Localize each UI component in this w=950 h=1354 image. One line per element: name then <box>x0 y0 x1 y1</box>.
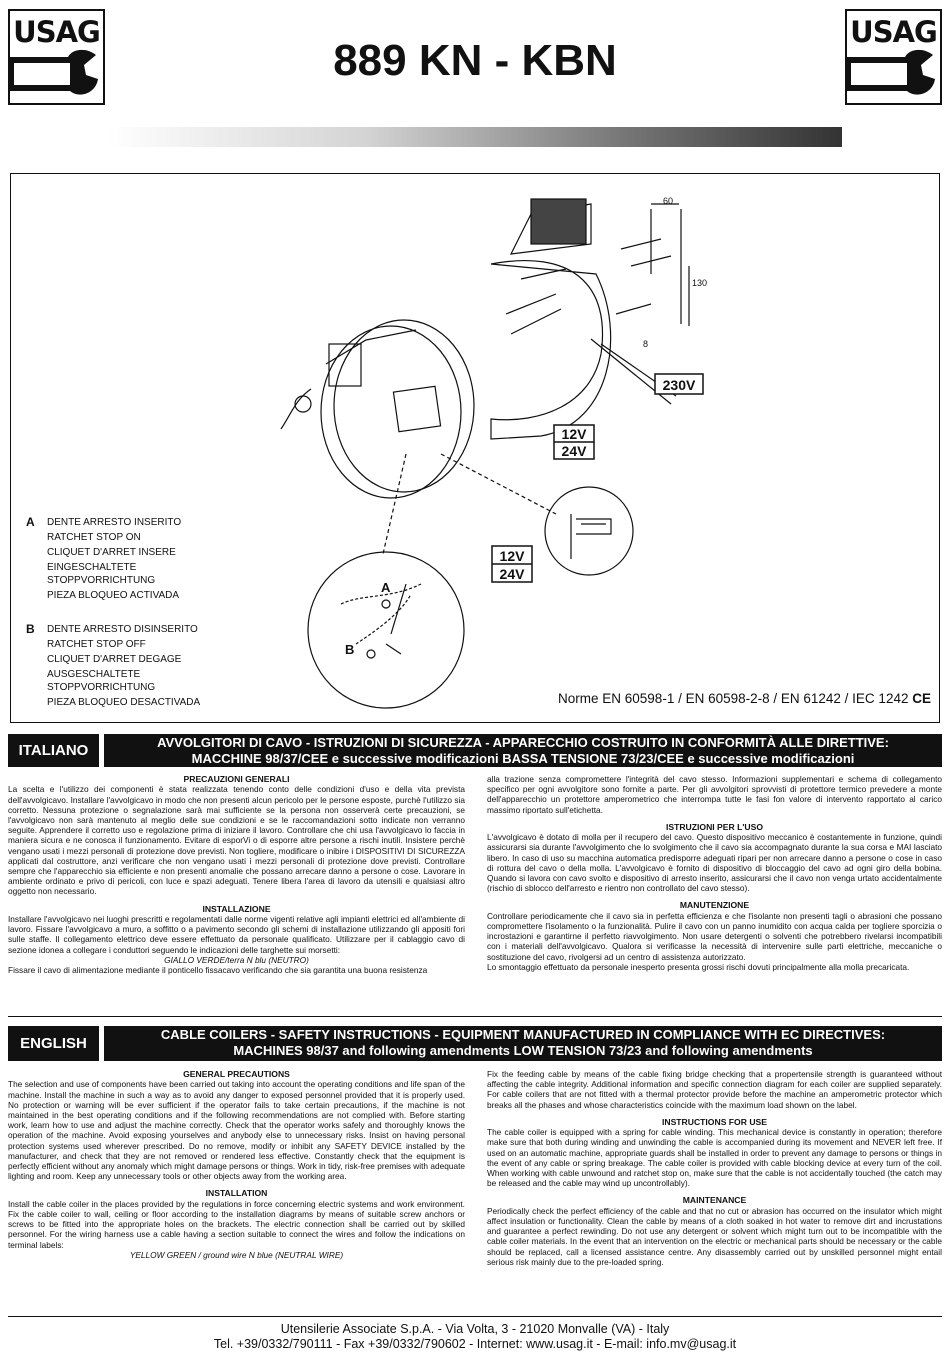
legend-key-b: B <box>26 622 35 636</box>
legend-b-line: AUSGESCHALTETE <box>47 669 141 680</box>
standards-note <box>558 691 931 706</box>
footer-divider <box>8 1316 942 1317</box>
lang-tag-italiano: ITALIANO <box>8 734 99 767</box>
label-24v-lower: 24V <box>499 566 525 582</box>
legend-a-line: DENTE ARRESTO INSERITO <box>47 517 182 528</box>
label-230v: 230V <box>662 377 696 393</box>
usag-logo-right <box>845 9 942 105</box>
standards-text: Norme EN 60598-1 / EN 60598-2-8 / EN 61242 / IEC 1242 <box>558 691 909 706</box>
manutenzione-title: MANUTENZIONE <box>679 900 750 911</box>
legend-a-line: RATCHET STOP ON <box>47 532 141 543</box>
gradient-bar <box>108 127 842 147</box>
dimension-60: 60 <box>663 196 674 206</box>
legend-a-line: EINGESCHALTETE <box>47 562 137 573</box>
wrench-icon <box>10 49 103 105</box>
precauzioni-title: PRECAUZIONI GENERALI <box>183 774 290 784</box>
maintenance-title: MAINTENANCE <box>682 1195 747 1206</box>
manutenzione-text-2: Lo smontaggio effettuato da personale inesperto presenta grossi rischi dovuti principalmente alla molla precaricata. <box>487 961 910 972</box>
legend-b-line: RATCHET STOP OFF <box>47 639 146 650</box>
english-right-intro: Fix the feeding cable by means of the cable fixing bridge checking that a propertensile strength is guaranteed without affecting the cable integrity. Additional information and specific connection diagram for each coiler are supplied separately. For cable coilers that are not fitted with a thermal protector provide before the machine an amperometric protector which breaks all the phases and whose characteristics coincide with the maximum load shown on the label. <box>487 1069 942 1110</box>
page-title: 889 KN - KBN <box>333 36 617 85</box>
legend-a-line: CLIQUET D'ARRET INSERE <box>47 547 176 558</box>
italiano-left-column <box>8 774 465 975</box>
dimension-130: 130 <box>692 278 708 288</box>
brand-wordmark: USAG <box>850 15 937 49</box>
lang-tag-english: ENGLISH <box>8 1026 99 1061</box>
heading-line-2: MACCHINE 98/37/CEE e successive modificazioni BASSA TENSIONE 73/23/CEE e successive modificazioni <box>191 750 855 766</box>
precautions-title: GENERAL PRECAUTIONS <box>183 1069 290 1079</box>
precauzioni-text: La scelta e l'utilizzo dei componenti è stata realizzata tenendo conto delle condizioni d'uso e della vita prevista dell'avvolgicavo. Installare l'avvolgicavo in modo che non presenti alcun pericolo per le persone esposte, purchè l'utilizzo sia corretto. Nessuna protezione o segnalazione sarà mai sufficiente se la persona non osserverà certe precauzioni, se l'avvolgicavo non sarà mantenuto al meglio delle sue condizioni e se le raccomandazioni sotto indicate non verranno seguite. Apprendere il corretto uso e regolazione prima di iniziare il lavoro. Controllare che chi usa l'avvolgicavo lo faccia in maniera sicura e ne conosca il funzionamento. Evitare di esporVi o di esporre altre persone a rischi inutili. Insistere perchè vengano usati i mezzi personali di protezione dove previsti. Non togliere, modificare o inibire i DISPOSITIVI DI SICUREZZA applicati dal costruttore, anzi verificare che non vengano usati i mezzi personali di protezione dove previsti. Controllare sempre che l'apparecchio sia efficiente e non presenti anomalie che possano arrecare danno a persone o cose. Lavorare in ambiente ordinato e privo di pericoli, con luce e spazi adeguati. Tenere libera l'area di lavoro da utensili e qualsiasi altro oggetto non necessario. <box>8 784 465 897</box>
legend-key-a: A <box>26 515 35 529</box>
installazione-title: INSTALLAZIONE <box>202 903 271 914</box>
installazione-italic: GIALLO VERDE/terra N blu (NEUTRO) <box>164 954 309 965</box>
precautions-text: The selection and use of components have been carried out taking into account the operating conditions and life span of the machine. Install the machine in such a way as to avoid any danger to exposed personnel provided that it is properly used. No protection or warning will be ever sufficient if the operator fails to take certain precautions, if the machine is not maintained in the best operating conditions and if the following recommendations are not complied with. Before starting work, learn how to use and adjust the machine correctly. Check that the operator works safely and thoroughly knows the operation of the machine. Avoid exposing yourselves and anybody else to unnecessary risks. Insist on having personal protection systems used wherever prescribed. Do no remove, modify or inhibit any SAFETY DEVICE installed by the manufacturer, and check that they are not removed or rendered less effective. Constantly check that the equipment is perfectly efficient without any anomaly which might damage persons or things. Work in tidy, risk-free premises with adequate lighting and room. Keep any unnecessary tools or other objects away from the working area. <box>8 1079 465 1182</box>
detail-label-b: B <box>345 642 355 657</box>
installazione-text: Installare l'avvolgicavo nei luoghi prescritti e regolamentati dalle norme vigenti relative agli impianti elettrici ed all'ambiente di lavoro. Fissare l'avvolgicavo a muro, a soffitto o a pavimento secondo gli schemi di installazione utilizzando gli appositi fori sulle staffe. Il collegamento elettrico deve essere effettuato da personale qualificato. Utilizzare per il cablaggio cavo di sezione idonea a collegare i conduttori seguendo le indicazioni delle targhette sui morsetti: <box>8 914 465 955</box>
maintenance-text: Periodically check the perfect efficiency of the cable and that no cut or abrasion has occurred on the insulator which might affect insulation or functionality. Clean the cable by means of a cloth soaked in hot water to remove dirt and incrustations and guarantee a perfect rewinding. Do not use any detergent or solvent which might turn out to be incompatible with the cable coiler materials. In the event that an intervention on the electric or mechanical parts should be necessary or the cable should be replaced, call a licensed assistance centre. Any disassembly carried out by unskilled personnel might entail serious risk mainly due to the pre-loaded spring. <box>487 1205 942 1267</box>
dimension-8: 8 <box>643 339 649 349</box>
manutenzione-text: Controllare periodicamente che il cavo sia in perfetta efficienza e che l'isolante non presenti tagli o abrasioni che possano compromettere l'isolamento o la funzionalità. Pulire il cavo con un panno inumidito con acqua calda per togliere sporcizia o incrostazioni e garantirne il perfetto riavvolgimento. Non usare detergenti o solventi che potrebbero rivelarsi incompatibili con i materiali dell'avvolgicavo. Qualora si verificasse la necessità di intervenire sulle parti elettriche, meccaniche o sostituzione del cavo, rivolgersi ad un centro di assistenza autorizzato. <box>487 910 942 962</box>
legend-b-line: DENTE ARRESTO DISINSERITO <box>47 624 198 635</box>
legend-b-line: PIEZA BLOQUEO DESACTIVADA <box>47 697 201 708</box>
legend-a <box>26 515 181 603</box>
detail-label-a: A <box>381 580 391 595</box>
legend-a-line: PIEZA BLOQUEO ACTIVADA <box>47 590 180 601</box>
italiano-right-column <box>487 774 942 972</box>
instructions-title: INSTRUCTIONS FOR USE <box>661 1116 768 1127</box>
section-divider <box>8 1016 942 1017</box>
heading-line-1: CABLE COILERS - SAFETY INSTRUCTIONS - EQUIPMENT MANUFACTURED IN COMPLIANCE WITH EC DIRECTIVES: <box>160 1027 886 1042</box>
installation-title: INSTALLATION <box>205 1188 268 1199</box>
legend-b-line: CLIQUET D'ARRET DEGAGE <box>47 654 182 665</box>
installation-text: Install the cable coiler in the places provided by the regulations in force concerning electric systems and work environment. Fix the cable coiler to wall, ceiling or floor according to the installation diagrams by means of suitable screw anchors or screws to be fitted into the appropriate holes on the brackets. The electric connection shall be carried out by skilled personnel. For the wiring harness use a cable having a section suitable to connect the wires and follow the indications on terminal labels: <box>8 1198 465 1250</box>
english-left-column <box>8 1069 465 1260</box>
istruzioni-title: ISTRUZIONI PER L'USO <box>665 821 764 832</box>
heading-line-2: MACHINES 98/37 and following amendments LOW TENSION 73/23 and following amendments <box>233 1042 813 1058</box>
istruzioni-text: L'avvolgicavo è dotato di molla per il recupero del cavo. Questo dispositivo meccanico è costantemente in funzione, quindi assicurarsi sia durante l'avvolgimento che lo svolgimento che il cavo sia accompagnato durante la sua corsa e MAI lasciato libero. In caso di uso su macchina automatica predisporre adeguati ripari per non arrecare danno a persone o cose in caso di rottura del cavo o della molla. L'avvolgicavo è fornito di dispositivo di bloccaggio del cavo ad ogni giro della bobina. Quando si lavora con cavo svolto e dispositivo di arresto inserito, assicurarsi che il cavo non venga urtato accidentalmente (rischio di sblocco dell'arresto e rientro non controllato del cavo stesso). <box>487 832 942 894</box>
label-12v-upper: 12V <box>561 426 587 442</box>
instructions-text: The cable coiler is equipped with a spring for cable winding. This mechanical device is constantly in operation; therefore make sure that both during winding and unwinding the cable is accompanied during its movement and NEVER left free. If used on an automatic machine, appropriate guards shall be installed in order to prevent any damage to persons or things in the event of any cable or spring breakage. The cable coiler is provided with cable blocking device at every turn of the coil. When working with cable unwound and ratchet stop on, make sure that the cable is not accidentally touched (the catch may be released and the cable may wind up uncontrollably). <box>487 1127 942 1189</box>
installation-italic: YELLOW GREEN / ground wire N blue (NEUTRAL WIRE) <box>129 1249 344 1260</box>
exploded-diagram-figure <box>10 173 940 723</box>
heading-line-1: AVVOLGITORI DI CAVO - ISTRUZIONI DI SICUREZZA - APPARECCHIO COSTRUITO IN CONFORMITÀ ALLE DIRETTIVE: <box>157 735 889 750</box>
installazione-text-2: Fissare il cavo di alimentazione mediante il ponticello fissacavo verificando che sia garantita una buona resistenza <box>8 965 428 976</box>
wrench-icon <box>847 49 940 105</box>
footer-contacts: Tel. +39/0332/790111 - Fax +39/0332/790602 - Internet: www.usag.it - E-mail: info.mv@usag.it <box>213 1337 737 1351</box>
section-heading-english <box>104 1026 942 1061</box>
label-24v-upper: 24V <box>561 443 587 459</box>
footer-address: Utensilerie Associate S.p.A. - Via Volta, 3 - 21020 Monvalle (VA) - Italy <box>280 1322 670 1336</box>
brand-wordmark: USAG <box>13 15 100 49</box>
ce-mark: CE <box>912 691 931 706</box>
label-12v-lower: 12V <box>499 548 525 564</box>
legend-b-line: STOPPVORRICHTUNG <box>47 682 156 693</box>
section-heading-italiano <box>104 734 942 767</box>
italiano-right-intro: alla trazione senza compromettere l'integrità del cavo stesso. Informazioni supplementari e schema di collegamento specifico per ogni avvolgitore sono fornite a parte. Per gli avvolgitori sprovvisti di protettore termico prevedere a monte dell'apparecchio un protettore amperometrico che interrompa tutte le fasi fon valore di intervento rapportato al carico massimo riportato sull'etichetta. <box>487 774 942 815</box>
legend-a-line: STOPPVORRICHTUNG <box>47 575 156 586</box>
legend-b <box>26 622 200 710</box>
usag-logo-left <box>8 9 105 105</box>
english-right-column <box>487 1069 942 1267</box>
